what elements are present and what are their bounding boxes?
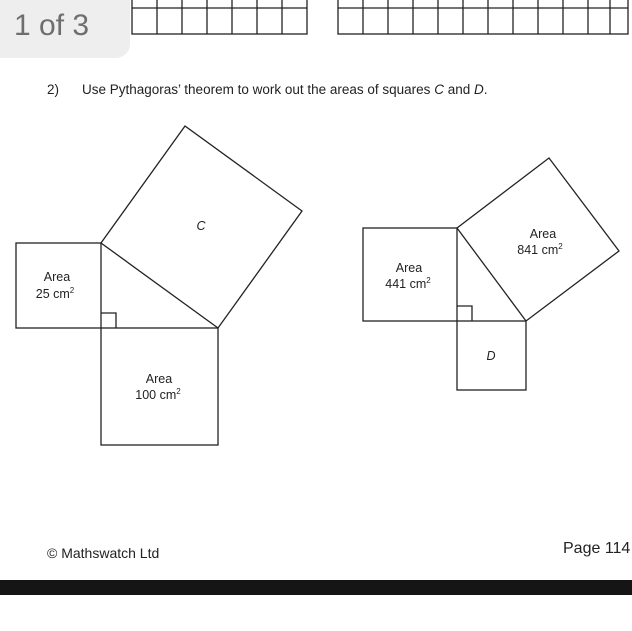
square-100-label-value: 100 $cm^2$ (135, 387, 181, 402)
question-number: 2) (47, 82, 60, 97)
square-841-label-value: 841 $cm^2$ (517, 242, 563, 257)
square-100 (101, 328, 218, 445)
square-441-label-value: 441 $cm^2$ (385, 276, 431, 291)
square-441-label-line1: Area (395, 261, 423, 275)
square-25 (16, 243, 101, 328)
square-d-label: D (486, 349, 496, 363)
page-indicator-badge (0, 0, 130, 58)
square-25-label-line1: Area (43, 270, 71, 284)
copyright-text: © Mathswatch Ltd (47, 545, 160, 561)
page-indicator-text: 1 of 3 (14, 9, 90, 42)
square-100-label-line1: Area (145, 372, 173, 386)
bottom-bar (0, 580, 632, 595)
square-c-label: C (196, 219, 206, 233)
question-text-before: Use Pythagoras’ theorem to work out the areas of squares (82, 82, 435, 97)
right-angle-marker-2 (457, 306, 472, 321)
page-number: Page 114 (563, 540, 631, 557)
square-841-label-line1: Area (529, 227, 557, 241)
question-end: . (483, 82, 488, 97)
question-d: D (473, 82, 484, 97)
right-angle-marker-1 (101, 313, 116, 328)
square-25-label-value: 25 $cm^2$ (35, 286, 75, 301)
question-and: and (443, 82, 474, 97)
question-c: C (434, 82, 444, 97)
